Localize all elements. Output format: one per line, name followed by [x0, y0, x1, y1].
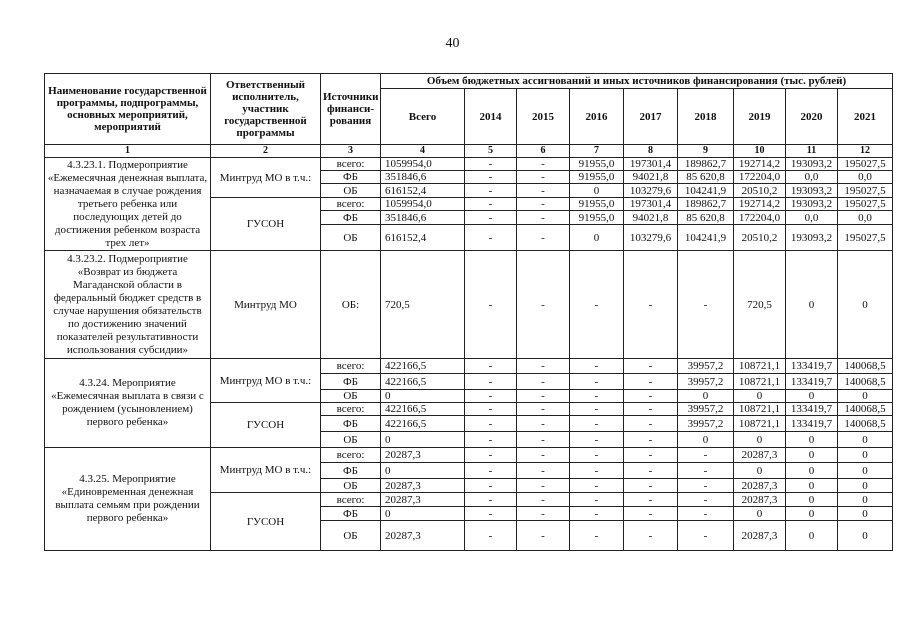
- value-cell: -: [570, 403, 624, 416]
- header-year: 2014: [465, 89, 517, 145]
- value-cell: 104241,9: [678, 184, 734, 198]
- value-cell: 195027,5: [838, 158, 893, 171]
- source-cell: ОБ: [321, 184, 381, 198]
- value-cell: 0: [381, 432, 465, 448]
- source-cell: ФБ: [321, 463, 381, 479]
- value-cell: -: [517, 171, 570, 184]
- value-cell: 0: [786, 493, 838, 507]
- value-cell: 108721,1: [734, 416, 786, 432]
- header-name: Наименование государственной программы, подпрограммы, основных мероприятий, мероприятий: [45, 74, 211, 145]
- value-cell: 0: [786, 432, 838, 448]
- value-cell: 0: [838, 390, 893, 403]
- value-cell: 422166,5: [381, 403, 465, 416]
- value-cell: 133419,7: [786, 359, 838, 374]
- value-cell: 20287,3: [734, 521, 786, 551]
- value-cell: 0: [678, 432, 734, 448]
- value-cell: -: [570, 251, 624, 359]
- value-cell: 39957,2: [678, 403, 734, 416]
- value-cell: 0: [838, 463, 893, 479]
- value-cell: 172204,0: [734, 211, 786, 225]
- column-number: 1: [45, 145, 211, 158]
- value-cell: 0: [786, 521, 838, 551]
- value-cell: -: [570, 448, 624, 463]
- value-cell: 195027,5: [838, 184, 893, 198]
- value-cell: 103279,6: [624, 184, 678, 198]
- value-cell: 104241,9: [678, 225, 734, 251]
- value-cell: -: [465, 448, 517, 463]
- source-cell: ОБ:: [321, 251, 381, 359]
- value-cell: 0,0: [786, 211, 838, 225]
- executor-cell: ГУСОН: [211, 493, 321, 551]
- column-number: 7: [570, 145, 624, 158]
- value-cell: 720,5: [381, 251, 465, 359]
- value-cell: -: [517, 493, 570, 507]
- value-cell: -: [465, 479, 517, 493]
- measure-name: 4.3.25. Мероприятие «Единовременная денежная выплата семьям при рождении первого ребенка»: [45, 448, 211, 551]
- value-cell: -: [624, 416, 678, 432]
- source-cell: ОБ: [321, 432, 381, 448]
- value-cell: 0: [786, 463, 838, 479]
- executor-cell: Минтруд МО в т.ч.:: [211, 158, 321, 198]
- value-cell: 133419,7: [786, 416, 838, 432]
- header-year: 2015: [517, 89, 570, 145]
- value-cell: -: [465, 416, 517, 432]
- value-cell: -: [624, 479, 678, 493]
- column-number: 2: [211, 145, 321, 158]
- value-cell: 133419,7: [786, 374, 838, 390]
- value-cell: 20287,3: [734, 448, 786, 463]
- value-cell: 1059954,0: [381, 158, 465, 171]
- value-cell: 91955,0: [570, 198, 624, 211]
- value-cell: 20287,3: [734, 479, 786, 493]
- value-cell: -: [465, 390, 517, 403]
- value-cell: 616152,4: [381, 184, 465, 198]
- value-cell: 133419,7: [786, 403, 838, 416]
- table-row: [45, 448, 893, 463]
- value-cell: 193093,2: [786, 198, 838, 211]
- value-cell: 0: [838, 521, 893, 551]
- value-cell: -: [465, 521, 517, 551]
- value-cell: 422166,5: [381, 374, 465, 390]
- value-cell: -: [465, 463, 517, 479]
- value-cell: 192714,2: [734, 198, 786, 211]
- value-cell: -: [517, 251, 570, 359]
- source-cell: всего:: [321, 359, 381, 374]
- source-cell: всего:: [321, 198, 381, 211]
- value-cell: -: [570, 479, 624, 493]
- executor-cell: Минтруд МО в т.ч.:: [211, 359, 321, 403]
- value-cell: 197301,4: [624, 158, 678, 171]
- value-cell: 0: [678, 390, 734, 403]
- value-cell: -: [570, 359, 624, 374]
- value-cell: -: [570, 463, 624, 479]
- source-cell: всего:: [321, 403, 381, 416]
- value-cell: 720,5: [734, 251, 786, 359]
- header-year: 2017: [624, 89, 678, 145]
- value-cell: -: [465, 225, 517, 251]
- column-number: 5: [465, 145, 517, 158]
- value-cell: -: [517, 521, 570, 551]
- value-cell: 195027,5: [838, 225, 893, 251]
- value-cell: -: [570, 432, 624, 448]
- value-cell: 351846,6: [381, 171, 465, 184]
- value-cell: 0,0: [838, 171, 893, 184]
- table-row: [45, 158, 893, 171]
- value-cell: 20287,3: [734, 493, 786, 507]
- budget-table: [44, 73, 893, 551]
- value-cell: -: [624, 507, 678, 521]
- value-cell: -: [517, 374, 570, 390]
- value-cell: -: [678, 479, 734, 493]
- value-cell: -: [517, 390, 570, 403]
- value-cell: 20287,3: [381, 521, 465, 551]
- value-cell: -: [570, 521, 624, 551]
- value-cell: 0,0: [786, 171, 838, 184]
- value-cell: 91955,0: [570, 171, 624, 184]
- column-number: 12: [838, 145, 893, 158]
- value-cell: -: [570, 493, 624, 507]
- value-cell: 193093,2: [786, 158, 838, 171]
- executor-cell: ГУСОН: [211, 198, 321, 251]
- source-cell: ФБ: [321, 171, 381, 184]
- value-cell: -: [570, 416, 624, 432]
- value-cell: 0: [381, 463, 465, 479]
- executor-cell: ГУСОН: [211, 403, 321, 448]
- value-cell: -: [517, 184, 570, 198]
- value-cell: 20510,2: [734, 225, 786, 251]
- value-cell: 94021,8: [624, 171, 678, 184]
- value-cell: -: [624, 432, 678, 448]
- value-cell: 140068,5: [838, 416, 893, 432]
- value-cell: 108721,1: [734, 359, 786, 374]
- value-cell: -: [517, 463, 570, 479]
- value-cell: -: [465, 507, 517, 521]
- value-cell: -: [678, 521, 734, 551]
- value-cell: 20510,2: [734, 184, 786, 198]
- value-cell: -: [678, 448, 734, 463]
- value-cell: 94021,8: [624, 211, 678, 225]
- executor-cell: Минтруд МО в т.ч.:: [211, 448, 321, 493]
- value-cell: 0,0: [838, 211, 893, 225]
- value-cell: -: [624, 403, 678, 416]
- measure-name: 4.3.24. Мероприятие «Ежемесячная выплата в связи с рождением (усыновлением) первого ребенка»: [45, 359, 211, 448]
- source-cell: всего:: [321, 158, 381, 171]
- value-cell: 108721,1: [734, 403, 786, 416]
- value-cell: -: [624, 251, 678, 359]
- value-cell: 0: [570, 184, 624, 198]
- source-cell: ОБ: [321, 479, 381, 493]
- value-cell: 91955,0: [570, 211, 624, 225]
- measure-name: 4.3.23.2. Подмероприятие «Возврат из бюджета Магаданской области в федеральный бюджет средств в случае нарушения обязательств по достижению значений показателей результативности использования субсидии»: [45, 251, 211, 359]
- value-cell: 0: [786, 251, 838, 359]
- value-cell: 0: [381, 507, 465, 521]
- value-cell: 39957,2: [678, 374, 734, 390]
- value-cell: -: [517, 432, 570, 448]
- value-cell: 0: [838, 493, 893, 507]
- source-cell: всего:: [321, 448, 381, 463]
- value-cell: 0: [381, 390, 465, 403]
- value-cell: 91955,0: [570, 158, 624, 171]
- value-cell: -: [465, 211, 517, 225]
- value-cell: 0: [734, 390, 786, 403]
- value-cell: -: [624, 448, 678, 463]
- source-cell: ОБ: [321, 521, 381, 551]
- value-cell: -: [517, 211, 570, 225]
- value-cell: 20287,3: [381, 448, 465, 463]
- column-number: 4: [381, 145, 465, 158]
- executor-cell: Минтруд МО: [211, 251, 321, 359]
- source-cell: ФБ: [321, 374, 381, 390]
- table-row: [45, 359, 893, 374]
- source-cell: ОБ: [321, 390, 381, 403]
- value-cell: 39957,2: [678, 416, 734, 432]
- value-cell: -: [465, 171, 517, 184]
- value-cell: -: [624, 521, 678, 551]
- table-row: [45, 251, 893, 359]
- value-cell: 0: [734, 432, 786, 448]
- value-cell: -: [465, 374, 517, 390]
- value-cell: 193093,2: [786, 225, 838, 251]
- header-year: 2019: [734, 89, 786, 145]
- source-cell: всего:: [321, 493, 381, 507]
- value-cell: -: [570, 390, 624, 403]
- value-cell: 189862,7: [678, 158, 734, 171]
- value-cell: -: [678, 507, 734, 521]
- value-cell: -: [517, 158, 570, 171]
- value-cell: 0: [570, 225, 624, 251]
- column-number: 9: [678, 145, 734, 158]
- value-cell: 0: [786, 479, 838, 493]
- column-number: 10: [734, 145, 786, 158]
- value-cell: -: [465, 359, 517, 374]
- value-cell: 0: [786, 448, 838, 463]
- value-cell: 85 620,8: [678, 171, 734, 184]
- header-year: 2021: [838, 89, 893, 145]
- value-cell: 0: [838, 507, 893, 521]
- value-cell: 108721,1: [734, 374, 786, 390]
- source-cell: ОБ: [321, 225, 381, 251]
- value-cell: 195027,5: [838, 198, 893, 211]
- column-number: 11: [786, 145, 838, 158]
- value-cell: -: [570, 507, 624, 521]
- value-cell: 0: [734, 507, 786, 521]
- value-cell: 422166,5: [381, 416, 465, 432]
- page-number: 40: [445, 36, 460, 51]
- value-cell: 20287,3: [381, 493, 465, 507]
- value-cell: -: [517, 416, 570, 432]
- value-cell: 0: [838, 251, 893, 359]
- value-cell: -: [678, 251, 734, 359]
- value-cell: -: [624, 390, 678, 403]
- value-cell: -: [624, 359, 678, 374]
- column-number: 6: [517, 145, 570, 158]
- value-cell: 422166,5: [381, 359, 465, 374]
- value-cell: -: [517, 448, 570, 463]
- value-cell: 197301,4: [624, 198, 678, 211]
- header-year: Всего: [381, 89, 465, 145]
- value-cell: -: [624, 493, 678, 507]
- value-cell: 103279,6: [624, 225, 678, 251]
- header-year: 2016: [570, 89, 624, 145]
- value-cell: -: [517, 225, 570, 251]
- value-cell: 192714,2: [734, 158, 786, 171]
- value-cell: -: [465, 403, 517, 416]
- header-source: Источники финанси-рования: [321, 74, 381, 145]
- value-cell: -: [465, 251, 517, 359]
- value-cell: -: [517, 359, 570, 374]
- value-cell: 0: [786, 507, 838, 521]
- value-cell: -: [465, 198, 517, 211]
- value-cell: 20287,3: [381, 479, 465, 493]
- value-cell: 0: [838, 432, 893, 448]
- value-cell: -: [517, 198, 570, 211]
- value-cell: 616152,4: [381, 225, 465, 251]
- value-cell: -: [624, 374, 678, 390]
- source-cell: ФБ: [321, 507, 381, 521]
- value-cell: 85 620,8: [678, 211, 734, 225]
- value-cell: 1059954,0: [381, 198, 465, 211]
- header-executor: Ответственный исполнитель, участник государственной программы: [211, 74, 321, 145]
- value-cell: 140068,5: [838, 403, 893, 416]
- header-year: 2020: [786, 89, 838, 145]
- column-number: 3: [321, 145, 381, 158]
- value-cell: 0: [838, 448, 893, 463]
- source-cell: ФБ: [321, 416, 381, 432]
- header-year: 2018: [678, 89, 734, 145]
- value-cell: -: [517, 507, 570, 521]
- value-cell: -: [570, 374, 624, 390]
- value-cell: -: [465, 184, 517, 198]
- value-cell: -: [624, 463, 678, 479]
- value-cell: -: [465, 432, 517, 448]
- value-cell: 140068,5: [838, 359, 893, 374]
- value-cell: 140068,5: [838, 374, 893, 390]
- value-cell: -: [517, 403, 570, 416]
- value-cell: 0: [786, 390, 838, 403]
- value-cell: -: [517, 479, 570, 493]
- value-cell: 193093,2: [786, 184, 838, 198]
- column-number: 8: [624, 145, 678, 158]
- value-cell: -: [465, 493, 517, 507]
- value-cell: 172204,0: [734, 171, 786, 184]
- value-cell: -: [678, 493, 734, 507]
- value-cell: 0: [734, 463, 786, 479]
- value-cell: 351846,6: [381, 211, 465, 225]
- value-cell: 189862,7: [678, 198, 734, 211]
- header-budget: Объем бюджетных ассигнований и иных источников финансирования (тыс. рублей): [381, 74, 893, 89]
- measure-name: 4.3.23.1. Подмероприятие «Ежемесячная денежная выплата, назначаемая в случае рождения третьего ребенка или последующих детей до достижения ребенком возраста трех лет»: [45, 158, 211, 251]
- value-cell: -: [678, 463, 734, 479]
- source-cell: ФБ: [321, 211, 381, 225]
- value-cell: 0: [838, 479, 893, 493]
- value-cell: 39957,2: [678, 359, 734, 374]
- value-cell: -: [465, 158, 517, 171]
